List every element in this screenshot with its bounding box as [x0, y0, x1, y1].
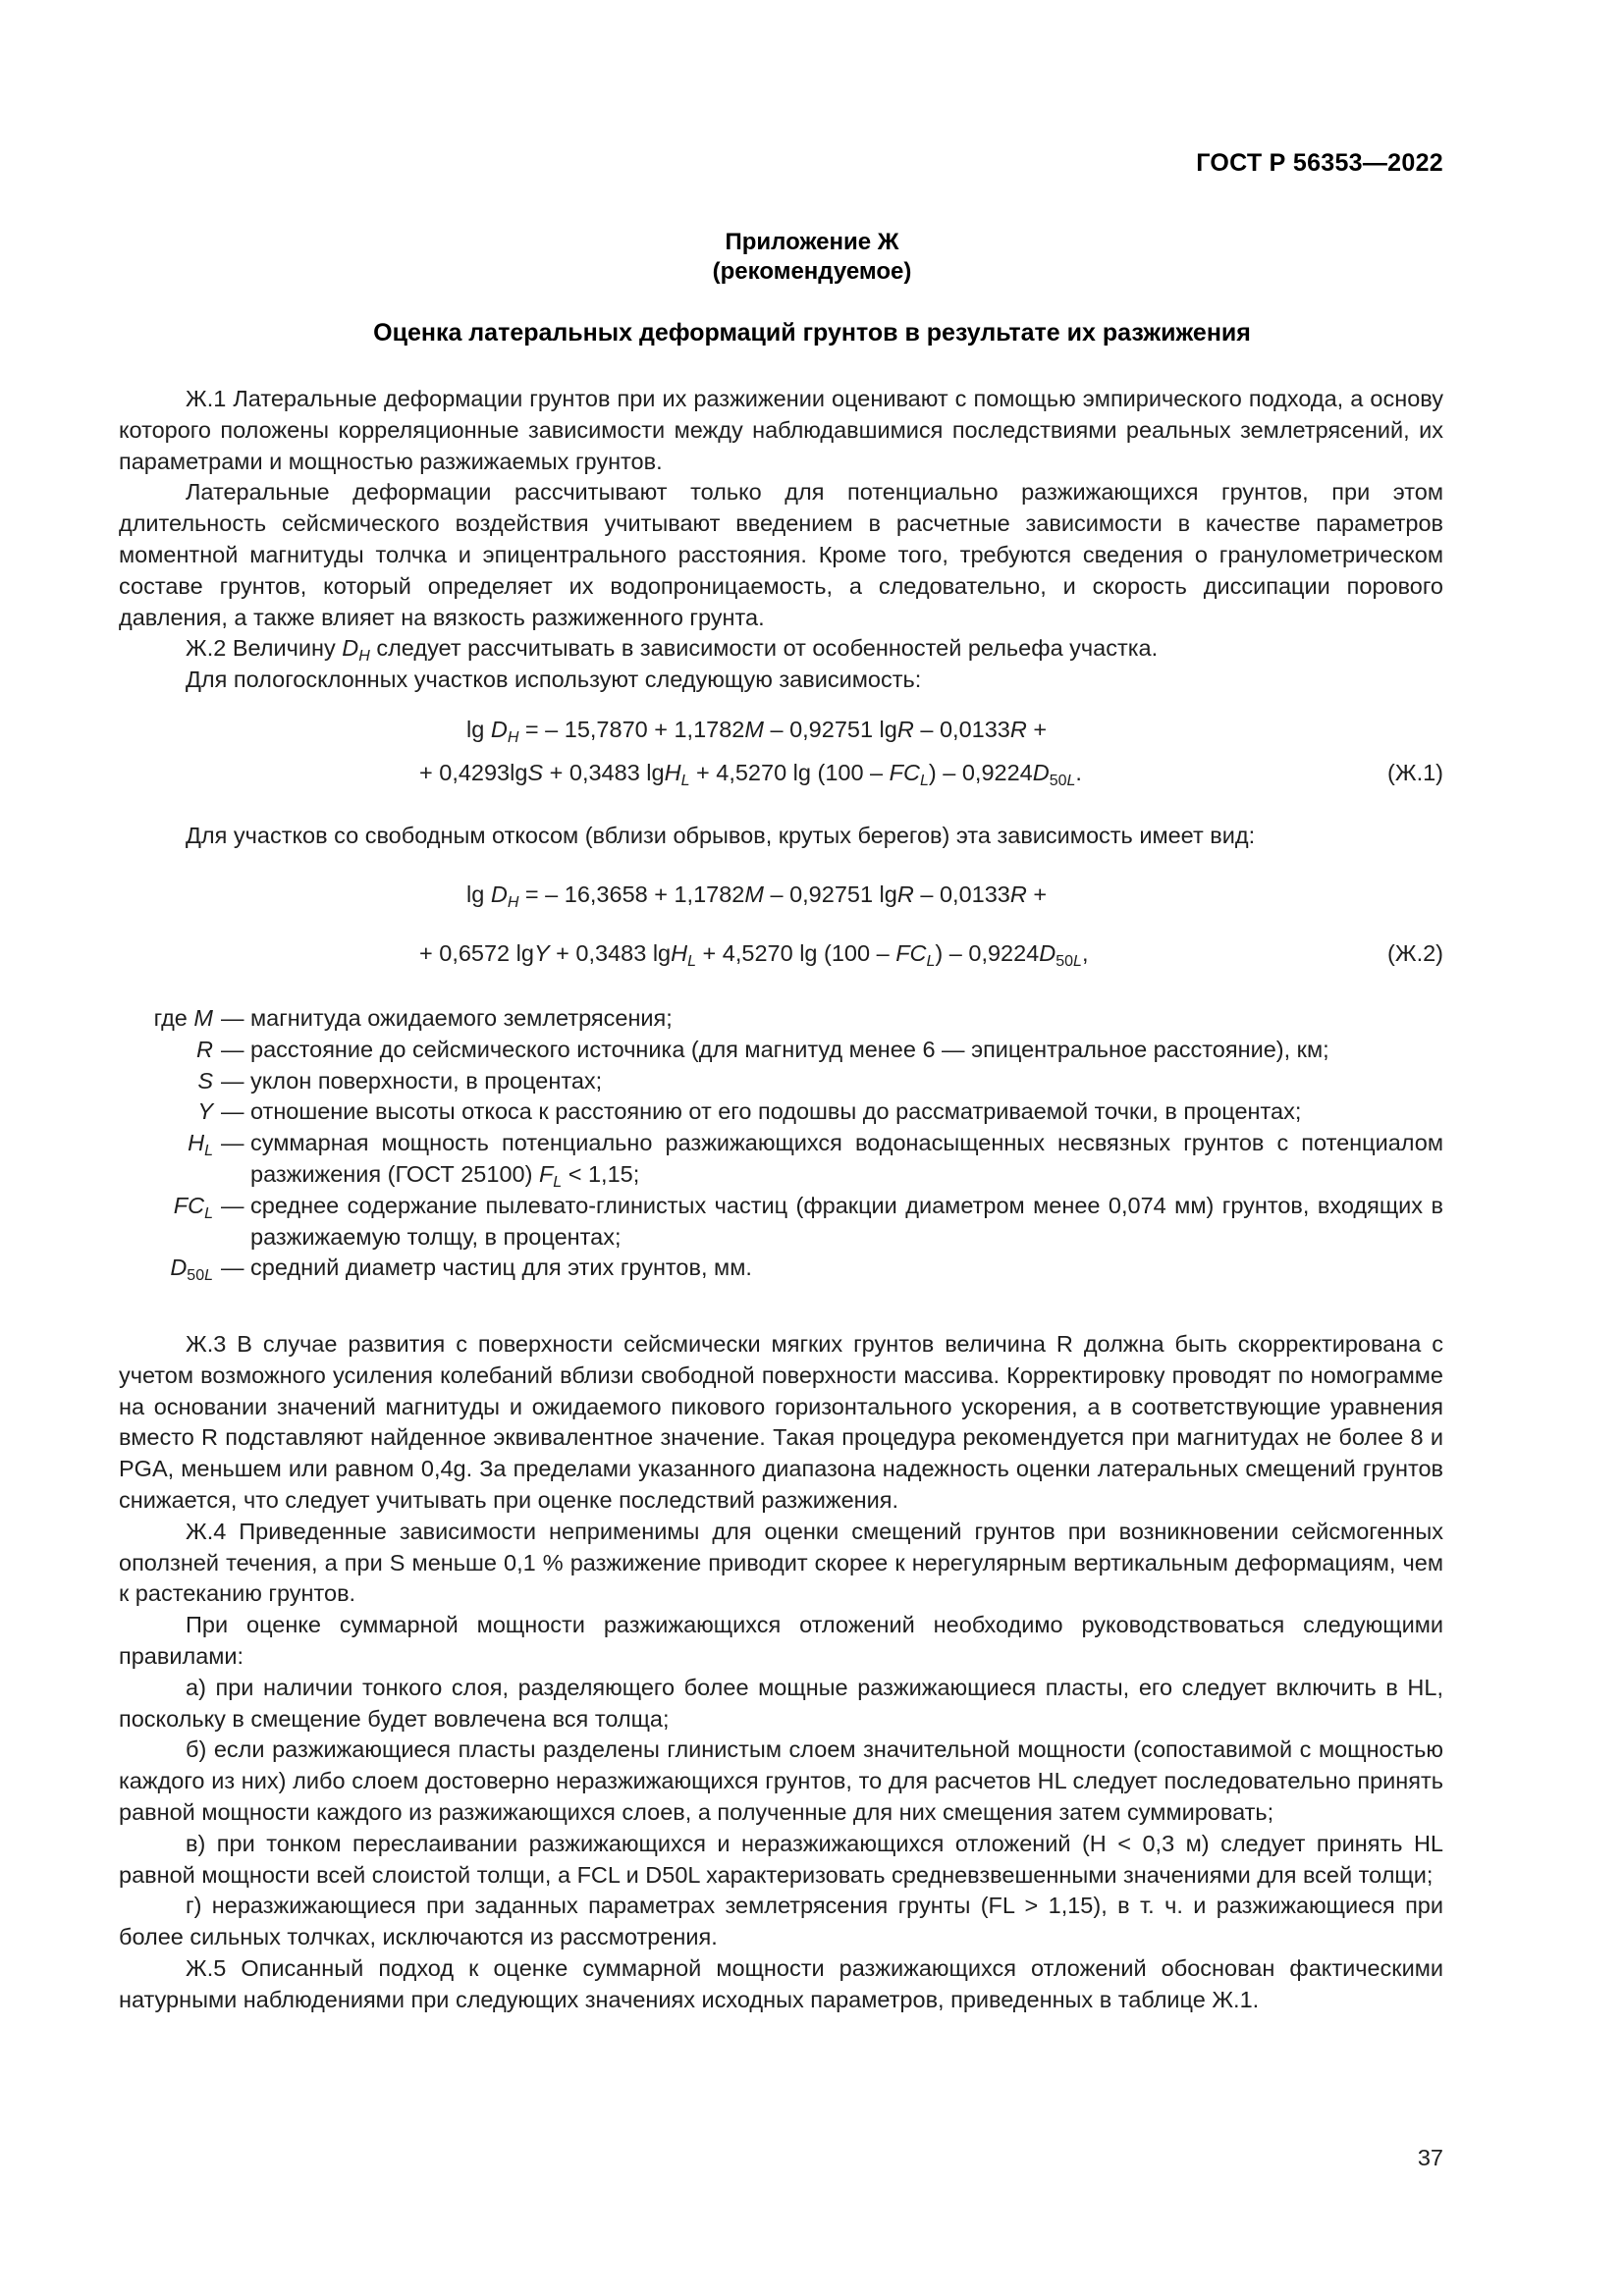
paragraph-free-slope: Для участков со свободным откосом (вблизи обрывов, крутых берегов) эта зависимость имеет вид: [186, 823, 1256, 848]
text-block-2 [119, 1329, 1443, 2016]
paragraph-zh3: Ж.3 В случае развития с поверхности сейсмически мягких грунтов величина R должна быть скорректирована с учетом возможного усиления колебаний вблизи свободной поверхности массива. Корректировку проводят по номограмме на основании значений магнитуды и ожидаемого пикового горизонтального ускорения, а в соответствующие уравнения вместо R подставляют найденное эквивалентное значение. Такая процедура рекомендуется при магнитудах не более 8 и PGA, меньшем или равном 0,4g. За пределами указанного диапазона надежность оценки латеральных смещений грунтов снижается, что следует учитывать при оценке последствий разжижения. [119, 1331, 1443, 1513]
definition-fcl: $FC_L$ — среднее содержание пылевато-глинистых частиц (фракции диаметром менее 0,074 мм) грунтов, входящих в разжижаемую толщу, в процентах; [173, 1192, 1443, 1250]
paragraph-rule-d: г) неразжижающиеся при заданных параметрах землетрясения грунты (FL > 1,15), в т. ч. и разжижающиеся при более сильных толчках, исключаются из рассмотрения. [119, 1893, 1443, 1950]
paragraph-zh2: Ж.2 Величину $D_H$ следует рассчитывать в зависимости от особенностей рельефа участка. [186, 635, 1159, 666]
document-header-id: ГОСТ Р 56353—2022 [1196, 149, 1443, 177]
text-block-mid [119, 821, 1443, 852]
paragraph-rules-intro: При оценке суммарной мощности разжижающихся отложений необходимо руководствоваться следующими правилами: [119, 1612, 1443, 1669]
definition-hl: $H_L$ — суммарная мощность потенциально разжижающихся водонасыщенных несвязных грунтов с потенциалом разжижения (ГОСТ 25100) $F_L < 1,15$; [188, 1130, 1443, 1191]
appendix-heading [0, 228, 1624, 287]
appendix-label: Приложение Ж [725, 229, 899, 255]
text-block-1 [119, 384, 1443, 696]
paragraph-rule-b: б) если разжижающиеся пласты разделены глинистым слоем значительной мощности (сопоставимой с мощностью каждого из них) либо слоем достоверно неразжижающихся грунтов, то для расчетов HL следует последовательно принять равной мощности каждого из разжижающихся слоев, а полученные для них смещения затем суммировать; [119, 1736, 1443, 1825]
paragraph-zh5: Ж.5 Описанный подход к оценке суммарной мощности разжижающихся отложений обоснован фактическими натурными наблюдениями при следующих значениях исходных параметров, приведенных в таблице Ж.1. [119, 1954, 1443, 2012]
definitions-list [119, 1003, 1443, 1284]
section-title: Оценка латеральных деформаций грунтов в результате их разжижения [373, 319, 1251, 347]
paragraph-gentle-slopes: Для пологосклонных участков используют следующую зависимость: [186, 667, 922, 693]
equation-2-line-2: + 0,6572 lgY + 0,3483 lgH$_L$ + 4,5270 $\lg (100 - FC_L) - 0,9224D_{50L}$, [419, 940, 1089, 970]
paragraph-zh4: Ж.4 Приведенные зависимости неприменимы для оценки смещений грунтов при возникновении сейсмогенных оползней течения, а при S меньше 0,1 % разжижение приводит скорее к нерегулярным вертикальным деформациям, чем к растеканию грунтов. [119, 1518, 1443, 1607]
equation-1-number: (Ж.1) [1387, 760, 1443, 785]
paragraph-rule-a: а) при наличии тонкого слоя, разделяющего более мощные разжижающиеся пласты, его следует включить в HL, поскольку в смещение будет вовлечена вся толща; [119, 1674, 1443, 1732]
equation-1-line-2: + 0,4293lgS + 0,3483 lgH$_L$ + 4,5270 $\lg (100 - FC_L) - 0,9224D_{50L}$. [419, 760, 1082, 789]
definition-y: Y — отношение высоты откоса к расстоянию от его подошвы до рассматриваемой точки, в процентах; [197, 1098, 1302, 1125]
equation-2-number: (Ж.2) [1387, 940, 1443, 966]
definition-d50l: $D_{50L}$ — средний диаметр частиц для этих грунтов, мм. [170, 1255, 752, 1285]
definition-r: R — расстояние до сейсмического источника (для магнитуд менее 6 — эпицентральное расстояние), км; [196, 1036, 1329, 1062]
paragraph-lateral: Латеральные деформации рассчитывают только для потенциально разжижающихся грунтов, при этом длительность сейсмического воздействия учитывают введением в расчетные зависимости в качестве параметров моментной магнитуды толчка и эпицентрального расстояния. Кроме того, требуются сведения о гранулометрическом составе грунтов, который определяет их водопроницаемость, а следовательно, и скорость диссипации порового давления, а также влияет на вязкость разжиженного грунта. [119, 479, 1443, 630]
definition-m: где M — магнитуда ожидаемого землетрясения; [153, 1005, 673, 1031]
where-word: где [153, 1005, 188, 1031]
paragraph-rule-c: в) при тонком переслаивании разжижающихся и неразжижающихся отложений (H < 0,3 м) следует принять HL равной мощности всей слоистой толщи, а FCL и D50L характеризовать средневзвешенными значениями для всей толщи; [119, 1830, 1443, 1888]
equation-2-line-1: $\lg D_H$ = – 16,3658 + 1,1782M – 0,92751 lgR – 0,0133R + [466, 881, 1048, 911]
definition-s: S — уклон поверхности, в процентах; [197, 1067, 603, 1094]
paragraph-zh1: Ж.1 Латеральные деформации грунтов при их разжижении оценивают с помощью эмпирического подхода, а основу которого положены корреляционные зависимости между наблюдавшимися последствиями реальных землетрясений, их параметрами и мощностью разжижаемых грунтов. [119, 386, 1443, 474]
equation-1-line-1: $\lg D_H$ = – 15,7870 + 1,1782M – 0,92751 lgR – 0,0133R + [466, 717, 1048, 746]
page-number: 37 [1417, 2145, 1443, 2170]
appendix-status: (рекомендуемое) [712, 258, 912, 285]
